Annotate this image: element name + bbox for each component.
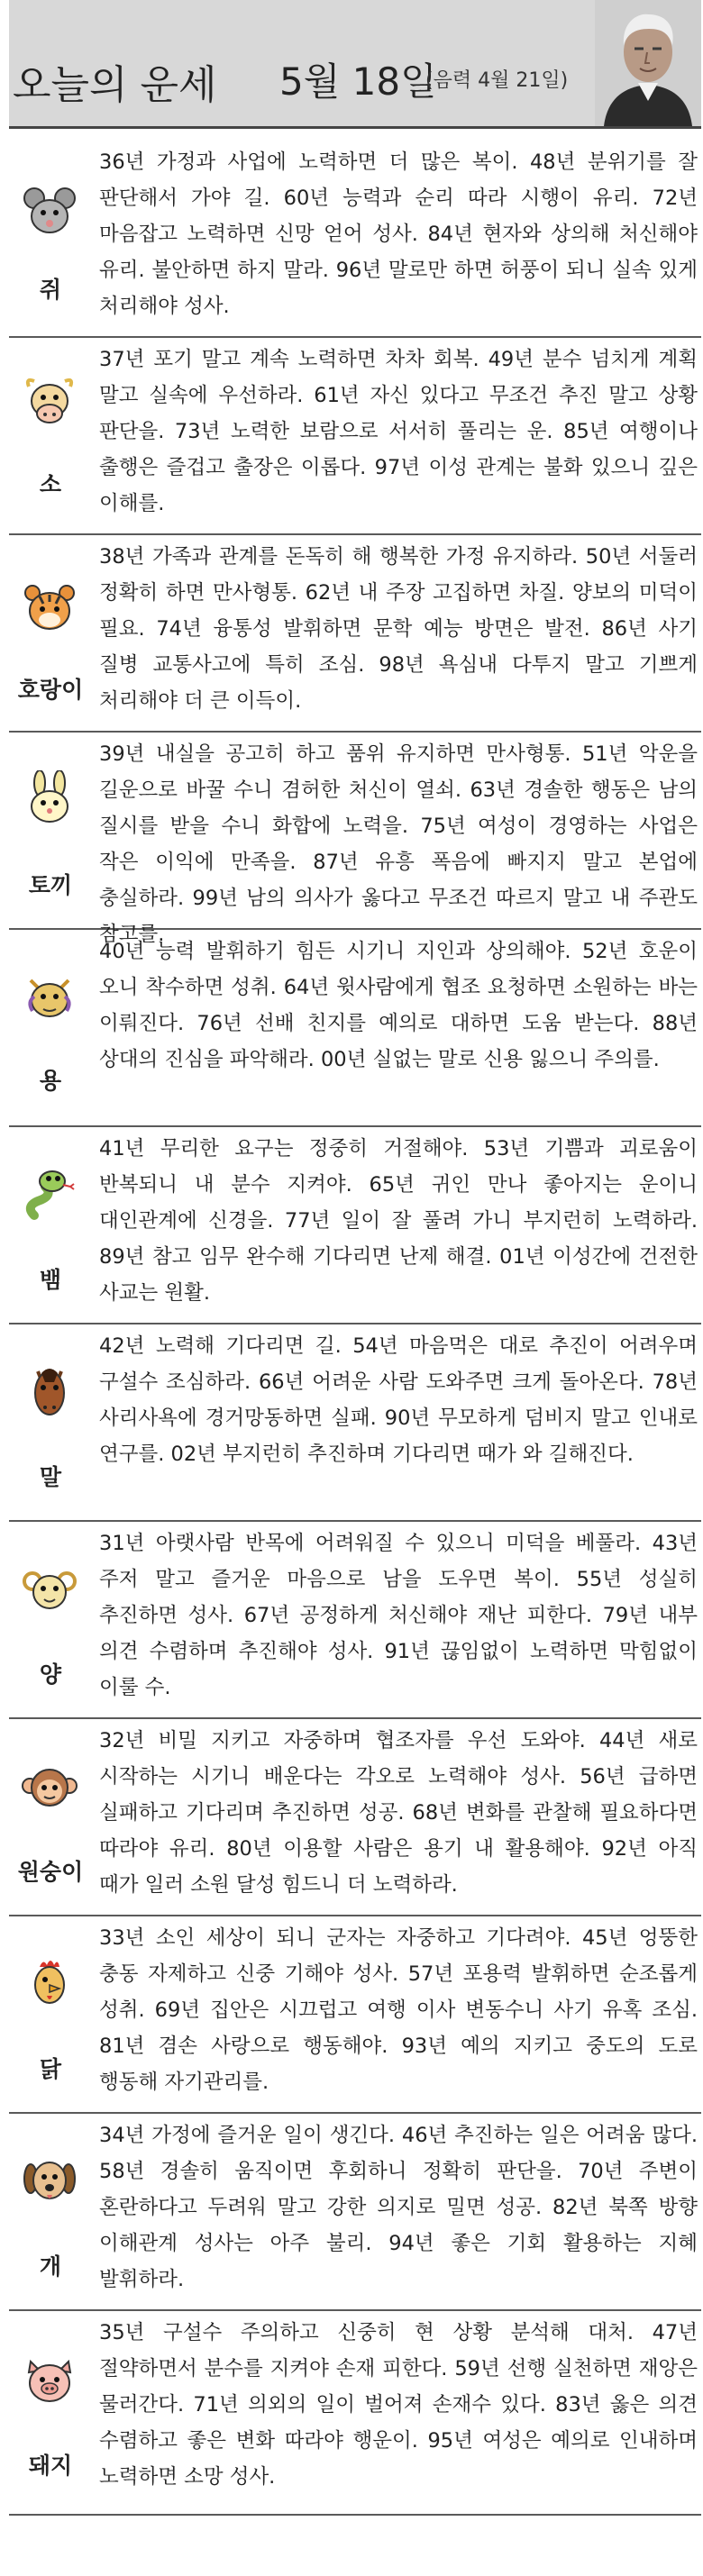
animal-column bbox=[9, 535, 92, 731]
animal-column bbox=[9, 930, 92, 1125]
rabbit-icon bbox=[22, 770, 78, 826]
page-title: 오늘의 운세 bbox=[13, 62, 217, 108]
fortune-row-horse bbox=[9, 1324, 701, 1522]
snake-icon bbox=[22, 1167, 78, 1223]
dragon-icon bbox=[22, 969, 78, 1025]
animal-name: 쥐 bbox=[39, 277, 62, 303]
rooster-icon bbox=[22, 1956, 78, 2012]
tiger-icon bbox=[22, 580, 78, 636]
animal-column bbox=[9, 1522, 92, 1717]
fortune-text: 40년 능력 발휘하기 힘든 시기니 지인과 상의해야. 52년 호운이 오니 착수하면 성취. 64년 윗사람에게 협조 요청하면 소원하는 바는 이뤄진다. 76년 선배 친지를 예의로 대하면 도움 받는다. 88년 상대의 진심을 파악해라. 00년 실없는 말로 신용 잃으니 주의를. bbox=[99, 940, 698, 1071]
fortune-list bbox=[9, 141, 701, 2516]
animal-name: 말 bbox=[39, 1464, 62, 1490]
header bbox=[9, 0, 701, 126]
pig-icon bbox=[22, 2353, 78, 2408]
animal-name: 토끼 bbox=[28, 872, 73, 898]
ox-icon bbox=[22, 374, 78, 430]
rat-icon bbox=[22, 184, 78, 240]
animal-column bbox=[9, 1916, 92, 2112]
fortune-text: 42년 노력해 기다리면 길. 54년 마음먹은 대로 추진이 어려우며 구설수 조심하라. 66년 어려운 사람 도와주면 크게 돌아온다. 78년 사리사욕에 경거망동하면 실패. 90년 무모하게 덤비지 말고 인내로 연구를. 02년 부지런히 추진하며 기다리면 때가 와 길해진다. bbox=[99, 1334, 698, 1466]
animal-name: 호랑이 bbox=[17, 677, 84, 703]
fortune-row-tiger bbox=[9, 535, 701, 733]
date-label: 5월 18일 bbox=[279, 59, 437, 104]
animal-name: 뱀 bbox=[39, 1267, 62, 1293]
fortune-row-pig bbox=[9, 2311, 701, 2516]
fortune-text: 35년 구설수 주의하고 신중히 현 상황 분석해 대처. 47년 절약하면서 분수를 지켜야 손재 피한다. 59년 선행 실천하면 재앙은 물러간다. 71년 의외의 일이 벌어져 손재수 있다. 83년 옳은 의견 수렴하고 좋은 변화 따라야 행운이. 95년 여성은 예의로 인내하며 노력하면 소망 성사. bbox=[99, 2321, 698, 2489]
fortune-text: 31년 아랫사람 반목에 어려워질 수 있으니 미덕을 베풀라. 43년 주저 말고 즐거운 마음으로 남을 도우면 복이. 55년 성실히 추진하면 성사. 67년 공정하게 처신해야 재난 피한다. 79년 내부 의견 수렴하며 추진해야 성사. 91년 끊임없이 노력하면 막힘없이 이룰 수. bbox=[99, 1532, 698, 1699]
sheep-icon bbox=[22, 1561, 78, 1617]
fortune-text: 33년 소인 세상이 되니 군자는 자중하고 기다려야. 45년 엉뚱한 충동 자제하고 신중 기해야 성사. 57년 포용력 발휘하면 순조롭게 성취. 69년 집안은 시끄럽고 여행 이사 변동수니 사기 유혹 조심. 81년 겸손 사랑으로 행동해야. 93년 예의 지키고 중도의 도로 행동해 자기관리를. bbox=[99, 1926, 698, 2094]
fortune-row-dragon bbox=[9, 930, 701, 1127]
animal-column bbox=[9, 2311, 92, 2514]
animal-name: 양 bbox=[39, 1661, 62, 1688]
fortune-text: 36년 가정과 사업에 노력하면 더 많은 복이. 48년 분위기를 잘 판단해서 가야 길. 60년 능력과 순리 따라 시행이 유리. 72년 마음잡고 노력하면 신망 얻어 성사. 84년 현자와 상의해 처신해야 유리. 불안하면 하지 말라. 96년 말로만 하면 허풍이 되니 실속 있게 처리해야 성사. bbox=[99, 150, 698, 318]
animal-name: 닭 bbox=[39, 2056, 62, 2082]
animal-column bbox=[9, 1127, 92, 1323]
animal-name: 용 bbox=[39, 1068, 62, 1094]
header-divider bbox=[9, 126, 701, 129]
dog-icon bbox=[22, 2153, 78, 2209]
fortune-row-dog bbox=[9, 2114, 701, 2311]
animal-column bbox=[9, 338, 92, 533]
fortune-text: 32년 비밀 지키고 자중하며 협조자를 우선 도와야. 44년 새로 시작하는 시기니 배운다는 각오로 노력해야 성사. 56년 급하면 실패하고 기다리며 추진하면 성공. 68년 변화를 관찰해 필요하다면 따라야 유리. 80년 이용할 사람은 용기 내 활용해야. 92년 아직 때가 일러 소원 달성 힘드니 더 노력하라. bbox=[99, 1729, 698, 1897]
fortune-text: 38년 가족과 관계를 돈독히 해 행복한 가정 유지하라. 50년 서둘러 정확히 하면 만사형통. 62년 내 주장 고집하면 차질. 양보의 미덕이 필요. 74년 융통성 발휘하면 문학 예능 방면은 발전. 86년 사기 질병 교통사고에 특히 조심. 98년 욕심내 다투지 말고 기쁘게 처리해야 더 큰 이득이. bbox=[99, 545, 698, 713]
animal-column bbox=[9, 141, 92, 336]
monkey-icon bbox=[22, 1759, 78, 1815]
fortune-row-rooster bbox=[9, 1916, 701, 2114]
fortune-row-rat bbox=[9, 141, 701, 338]
fortune-text: 41년 무리한 요구는 정중히 거절해야. 53년 기쁨과 괴로움이 반복되니 내 분수 지켜야. 65년 귀인 만나 좋아지는 운이니 대인관계에 신경을. 77년 일이 잘 풀려 가니 부지런히 노력하라. 89년 참고 임무 완수해 기다리면 난제 해결. 01년 이성간에 건전한 사교는 원활. bbox=[99, 1137, 698, 1305]
fortune-row-sheep bbox=[9, 1522, 701, 1719]
animal-column bbox=[9, 733, 92, 928]
horse-icon bbox=[22, 1364, 78, 1420]
author-portrait bbox=[595, 0, 701, 126]
fortune-row-monkey bbox=[9, 1719, 701, 1916]
animal-name: 소 bbox=[39, 471, 62, 497]
fortune-row-ox bbox=[9, 338, 701, 535]
animal-column bbox=[9, 1719, 92, 1915]
animal-column bbox=[9, 1324, 92, 1520]
fortune-text: 37년 포기 말고 계속 노력하면 차차 회복. 49년 분수 넘치게 계획 말고 실속에 우선하라. 61년 자신 있다고 무조건 추진 말고 상황 판단을. 73년 노력한 보람으로 서서히 풀리는 운. 85년 여행이나 출행은 즐겁고 출장은 이롭다. 97년 이성 관계는 불화 있으니 깊은 이해를. bbox=[99, 348, 698, 515]
fortune-text: 39년 내실을 공고히 하고 품위 유지하면 만사형통. 51년 악운을 길운으로 바꿀 수니 겸허한 처신이 열쇠. 63년 경솔한 행동은 남의 질시를 받을 수니 화합에 노력을. 75년 여성이 경영하는 사업은 작은 이익에 만족을. 87년 유흥 폭음에 빠지지 말고 본업에 충실하라. 99년 남의 의사가 옳다고 무조건 따르지 말고 내 주관도 참고를. bbox=[99, 742, 698, 946]
fortune-text: 34년 가정에 즐거운 일이 생긴다. 46년 추진하는 일은 어려움 많다. 58년 경솔히 움직이면 후회하니 정확히 판단을. 70년 주변이 혼란하다고 두려워 말고 강한 의지로 밀면 성공. 82년 북쪽 방향 이해관계 성사는 아주 불리. 94년 좋은 기회 활용하는 지혜 발휘하라. bbox=[99, 2124, 698, 2291]
animal-column bbox=[9, 2114, 92, 2309]
animal-name: 원숭이 bbox=[17, 1859, 84, 1885]
animal-name: 돼지 bbox=[28, 2453, 73, 2479]
fortune-row-rabbit bbox=[9, 733, 701, 946]
animal-name: 개 bbox=[39, 2253, 62, 2280]
lunar-date-label: (음력 4월 21일) bbox=[425, 69, 569, 92]
fortune-row-snake bbox=[9, 1127, 701, 1324]
